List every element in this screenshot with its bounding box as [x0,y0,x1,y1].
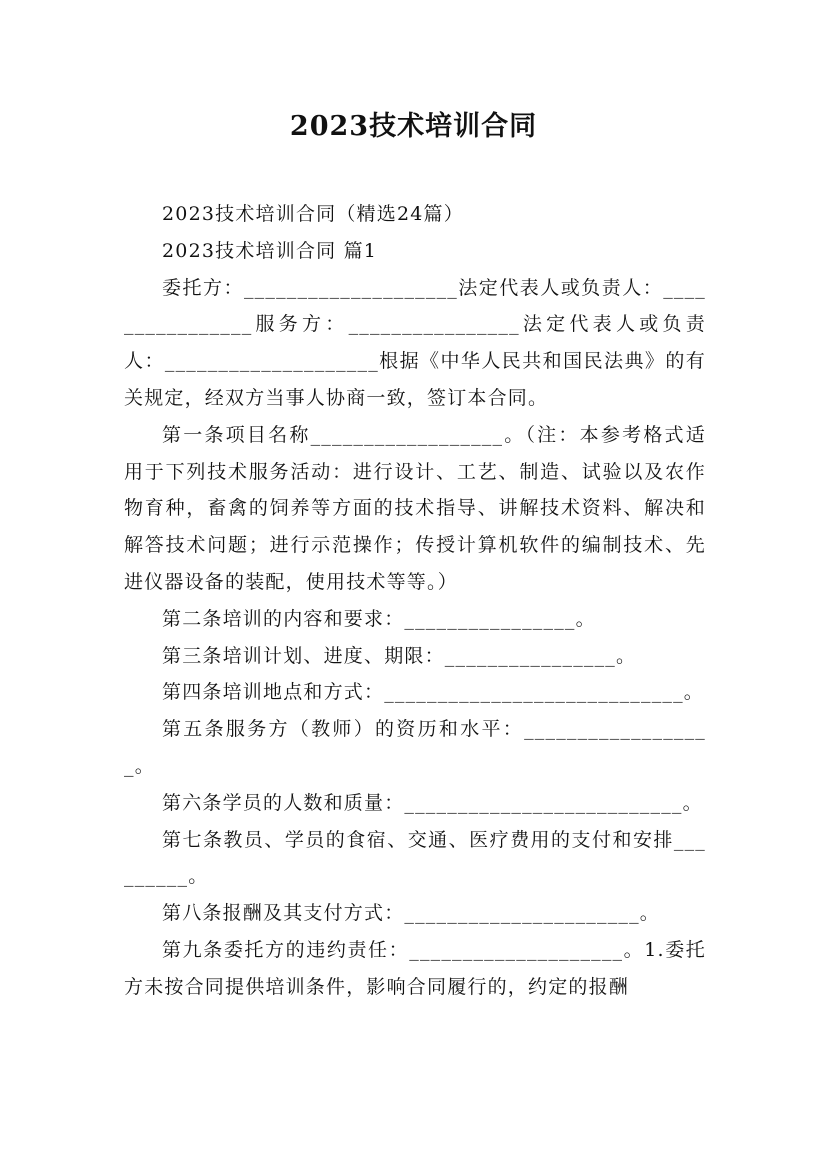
paragraph-article-2: 第二条培训的内容和要求：________________。 [162,607,596,630]
paragraph-parties: 委托方：____________________法定代表人或负责人：________________服务方：________________法定代表人或负责人：____________________根据《中华人民共和国民法典》的有关规定，经双方当事人协商一致，签订本合同。 [124,276,706,409]
paragraph-article-1: 第一条项目名称__________________。（注：本参考格式适用于下列技术服务活动：进行设计、工艺、制造、试验以及农作物育种，畜禽的饲养等方面的技术指导、讲解技术资料、解决和解答技术问题；进行示范操作；传授计算机软件的编制技术、先进仪器设备的装配，使用技术等等。） [124,423,706,593]
paragraph-article-3: 第三条培训计划、进度、期限：________________。 [162,644,637,667]
document-title: 2023技术培训合同 [289,111,538,142]
document-body [124,196,706,1006]
paragraph-article-4: 第四条培训地点和方式：____________________________。 [162,681,705,704]
paragraph-article-8: 第八条报酬及其支付方式：______________________。 [162,902,661,925]
paragraph-article-6: 第六条学员的人数和质量：__________________________。 [162,791,703,814]
paragraph-article-9: 第九条委托方的违约责任：____________________。1.委托方未按合同提供培训条件，影响合同履行的，约定的报酬 [124,938,706,998]
paragraph-article-7: 第七条教员、学员的食宿、交通、医疗费用的支付和安排_________。 [124,828,706,888]
paragraph-article-5: 第五条服务方（教师）的资历和水平：__________________。 [124,718,706,777]
paragraph-subtitle: 2023技术培训合同（精选24篇） [162,203,464,225]
paragraph-section-heading: 2023技术培训合同 篇1 [162,239,378,262]
